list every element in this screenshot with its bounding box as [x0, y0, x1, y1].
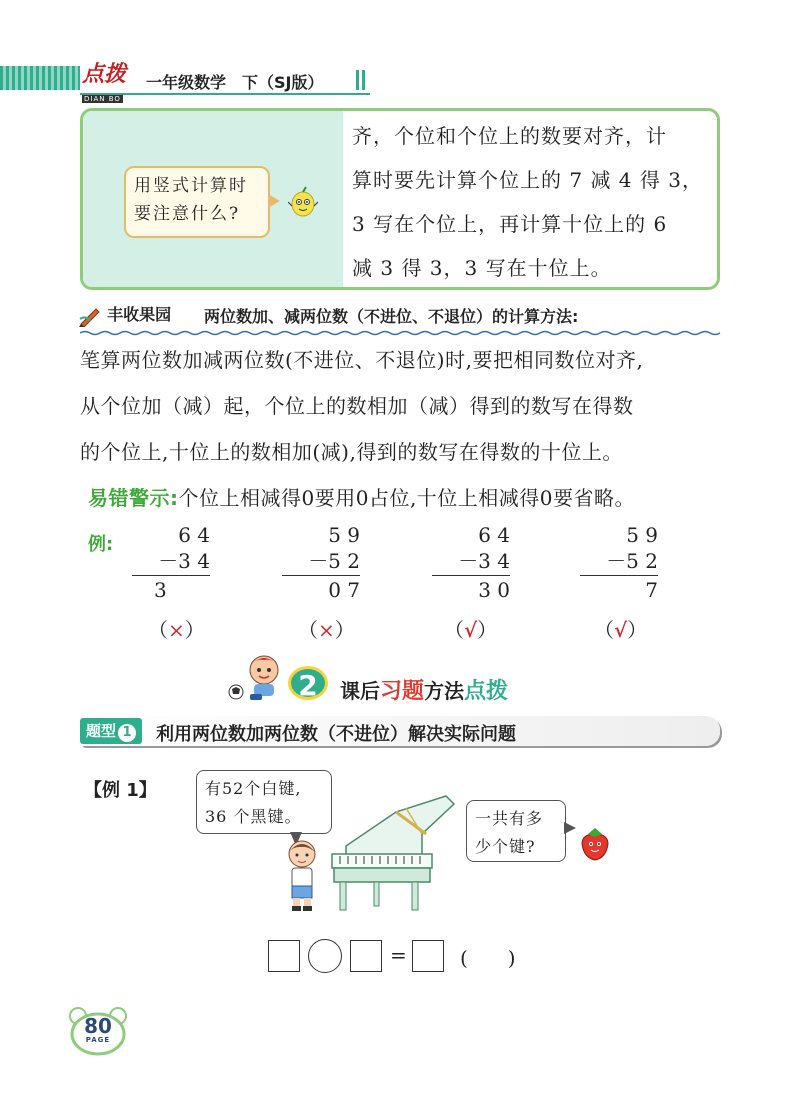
- boy-character-icon: [282, 838, 322, 912]
- minuend: 6 4: [178, 523, 210, 547]
- answer-box[interactable]: [412, 940, 444, 972]
- lemon-character-icon: [288, 186, 318, 220]
- wrong-mark-icon: ×: [318, 618, 335, 642]
- check-mark-icon: √: [614, 618, 628, 642]
- vertical-subtraction-4: [580, 522, 658, 603]
- minuend: 5 9: [626, 523, 658, 547]
- strawberry-character-icon: [578, 826, 612, 862]
- difference: 3 0: [478, 578, 510, 602]
- kid-with-ball-icon: [228, 652, 288, 702]
- brand-logo: [82, 62, 136, 103]
- bubble-tail: [564, 822, 576, 834]
- bubble-tail: [268, 194, 280, 208]
- speech-bubble-strawberry: [466, 800, 566, 862]
- subtrahend: －5 2: [308, 549, 360, 573]
- example1-label: 【例 1】: [84, 780, 157, 801]
- judgement-mark-3: （√）: [444, 618, 498, 642]
- check-mark-icon: √: [464, 618, 478, 642]
- difference: 3: [154, 578, 167, 602]
- vertical-subtraction-2: [282, 522, 360, 603]
- unit-parentheses[interactable]: ( ): [460, 946, 516, 970]
- calc-line: [132, 575, 210, 576]
- topic-text: 利用两位数加两位数（不进位）解决实际问题: [156, 724, 516, 745]
- vertical-subtraction-1: [132, 522, 210, 603]
- subtrahend: －5 2: [606, 549, 658, 573]
- warning-label: 易错警示:: [88, 486, 179, 510]
- bubble-line: 一共有多: [475, 809, 544, 828]
- method-line: 笔算两位数加减两位数(不进位、不退位)时,要把相同数位对齐,: [80, 348, 644, 372]
- method-line: 的个位上,十位上的数相加(减),得到的数写在得数的十位上。: [80, 440, 623, 464]
- minuend: 5 9: [328, 523, 360, 547]
- topic-tag: [80, 718, 142, 744]
- subtrahend: －3 4: [458, 549, 510, 573]
- equals-sign: =: [390, 943, 407, 967]
- page-number: 80: [84, 1014, 112, 1038]
- wrong-mark-icon: ×: [168, 618, 185, 642]
- question-bubble: 用竖式计算时要注意什么?: [124, 166, 270, 238]
- bubble-line: 少个键?: [475, 837, 536, 856]
- calc-line: [282, 575, 360, 576]
- harvest-title: 两位数加、减两位数（不进位、不退位）的计算方法:: [204, 307, 579, 326]
- explanation-text: [352, 114, 714, 290]
- minuend: 6 4: [478, 523, 510, 547]
- calc-line: [432, 575, 510, 576]
- logo-sub-text: DIAN BO: [84, 95, 121, 103]
- section-number-badge: 2: [288, 666, 328, 700]
- grand-piano-icon: [326, 794, 466, 914]
- subtrahend: －3 4: [158, 549, 210, 573]
- explanation-line: 齐，个位和个位上的数要对齐，计: [352, 124, 667, 148]
- explanation-line: 3 写在个位上，再计算十位上的 6: [352, 212, 668, 236]
- calc-line: [580, 575, 658, 576]
- speech-bubble-boy: [196, 770, 332, 834]
- warning-text: 个位上相减得0要用0占位,十位上相减得0要省略。: [178, 486, 636, 510]
- pencil-icon: [78, 305, 102, 327]
- explanation-line: 减 3 得 3，3 写在十位上。: [352, 256, 612, 280]
- judgement-mark-4: （√）: [594, 618, 648, 642]
- example-label: 例:: [88, 534, 114, 555]
- answer-box[interactable]: [268, 940, 300, 972]
- vertical-subtraction-3: [432, 522, 510, 603]
- topic-tag-text: 题型: [86, 722, 117, 740]
- header-bars-decoration: [356, 70, 368, 90]
- bubble-line: 有52个白键,: [205, 779, 302, 798]
- section-title: [340, 674, 508, 705]
- explanation-line: 算时要先计算个位上的 7 减 4 得 3，: [352, 168, 703, 192]
- section-title-part: 课后: [340, 679, 380, 703]
- section-title-highlight: 习题: [380, 679, 425, 704]
- section-title-highlight: 点拨: [464, 679, 509, 704]
- wavy-underline: [80, 330, 725, 336]
- harvest-tag: [78, 302, 171, 327]
- harvest-label: 丰收果园: [107, 305, 172, 324]
- topic-number: 1: [118, 724, 136, 742]
- method-line: 从个位加（减）起，个位上的数相加（减）得到的数写在得数: [80, 394, 634, 418]
- judgement-mark-1: （×）: [148, 618, 205, 642]
- answer-box[interactable]: [350, 940, 382, 972]
- book-title: 一年级数学 下（SJ版）: [146, 73, 324, 92]
- difference: 7: [645, 578, 658, 602]
- operator-circle[interactable]: [308, 939, 342, 973]
- header-stripe: [0, 66, 80, 90]
- logo-main-text: 点拨: [82, 62, 127, 87]
- section-title-part: 方法: [424, 679, 465, 703]
- judgement-mark-2: （×）: [298, 618, 355, 642]
- difference: 0 7: [328, 578, 360, 602]
- warning-line: [88, 482, 738, 511]
- bubble-line: 36 个黑键。: [205, 807, 302, 826]
- page-word: PAGE: [85, 1036, 111, 1044]
